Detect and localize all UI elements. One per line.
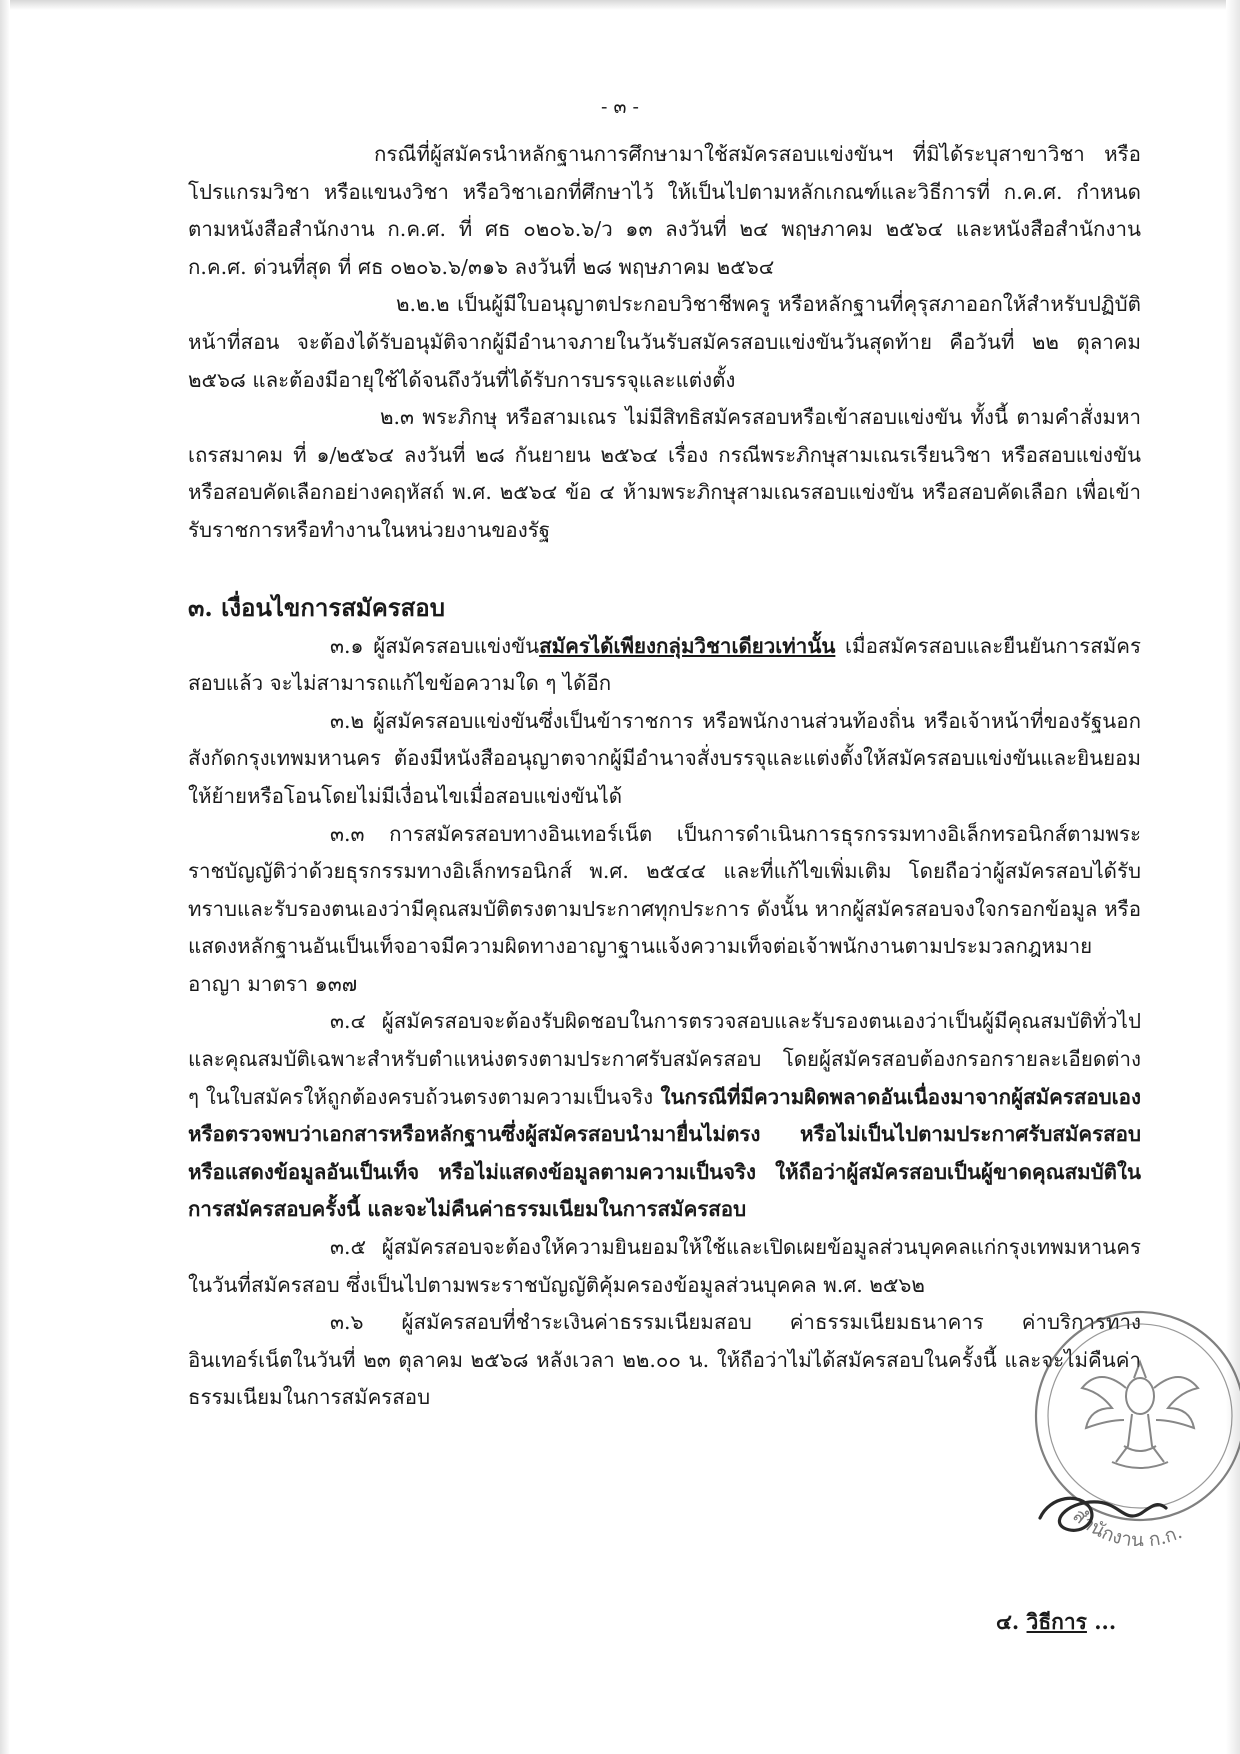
paragraph-3-1-emphasis: สมัครได้เพียงกลุ่มวิชาเดียวเท่านั้น	[539, 633, 836, 658]
paragraph-3-5: ๓.๕ ผู้สมัครสอบจะต้องให้ความยินยอมให้ใช้และเปิดเผยข้อมูลส่วนบุคคลแก่กรุงเทพมหานครในวันที่สมัครสอบ ซึ่งเป็นไปตามพระราชบัญญัติคุ้มครองข้อมูลส่วนบุคคล พ.ศ. ๒๕๖๒	[188, 1235, 1141, 1297]
seal-arc-text: สำนักงาน ก.ก.	[1068, 1504, 1186, 1546]
scan-edge-top	[0, 0, 1240, 10]
continuation-number: ๔.	[996, 1609, 1020, 1634]
continuation-ellipsis: ...	[1086, 1609, 1117, 1634]
paragraph-3-6: ๓.๖ ผู้สมัครสอบที่ชำระเงินค่าธรรมเนียมสอบ ค่าธรรมเนียมธนาคาร ค่าบริการทางอินเทอร์เน็ตในวันที่ ๒๓ ตุลาคม ๒๕๖๘ หลังเวลา ๒๒.๐๐ น. ให้ถือว่าไม่ได้สมัครสอบในครั้งนี้ และจะไม่คืนค่าธรรมเนียมในการสมัครสอบ	[188, 1310, 1141, 1410]
document-body	[188, 136, 1141, 1417]
seal-inner-ring	[1048, 1324, 1232, 1508]
paragraph-3-1-rest: เมื่อสมัครสอบและยืนยันการสมัครสอบแล้ว จะไม่สามารถแก้ไขข้อความใด ๆ ได้อีก	[188, 633, 1141, 696]
paragraph-2-2-2-teacher-license: ๒.๒.๒ เป็นผู้มีใบอนุญาตประกอบวิชาชีพครู หรือหลักฐานที่คุรุสภาออกให้สำหรับปฏิบัติหน้าที่สอน จะต้องได้รับอนุมัติจากผู้มีอำนาจภายในวันรับสมัครสอบแข่งขันวันสุดท้าย คือวันที่ ๒๒ ตุลาคม ๒๕๖๘ และต้องมีอายุใช้ได้จนถึงวันที่ได้รับการบรรจุและแต่งตั้ง	[188, 292, 1141, 392]
paragraph-3-1-lead: ๓.๑ ผู้สมัครสอบแข่งขัน	[330, 633, 540, 658]
paragraph-education-evidence: กรณีที่ผู้สมัครนำหลักฐานการศึกษามาใช้สมัครสอบแข่งขันฯ ที่มิได้ระบุสาขาวิชา หรือโปรแกรมวิชา หรือแขนงวิชา หรือวิชาเอกที่ศึกษาไว้ ให้เป็นไปตามหลักเกณฑ์และวิธีการที่ ก.ค.ศ. กำหนดตามหนังสือสำนักงาน ก.ค.ศ. ที่ ศธ ๐๒๐๖.๖/ว ๑๓ ลงวันที่ ๒๔ พฤษภาคม ๒๕๖๔ และหนังสือสำนักงาน ก.ค.ศ. ด่วนที่สุด ที่ ศธ ๐๒๐๖.๖/๓๑๖ ลงวันที่ ๒๘ พฤษภาคม ๒๕๖๔	[188, 142, 1141, 279]
seal-outer-ring	[1036, 1312, 1240, 1520]
paragraph-3-2: ๓.๒ ผู้สมัครสอบแข่งขันซึ่งเป็นข้าราชการ หรือพนักงานส่วนท้องถิ่น หรือเจ้าหน้าที่ของรัฐนอกสังกัดกรุงเทพมหานคร ต้องมีหนังสืออนุญาตจากผู้มีอำนาจสั่งบรรจุและแต่งตั้งให้สมัครสอบแข่งขันและยินยอมให้ย้ายหรือโอนโดยไม่มีเงื่อนไขเมื่อสอบแข่งขันได้	[188, 708, 1141, 808]
scan-edge-left	[0, 0, 10, 1754]
continuation-marker	[996, 1606, 1116, 1639]
paragraph-2-3-monks: ๒.๓ พระภิกษุ หรือสามเณร ไม่มีสิทธิสมัครสอบหรือเข้าสอบแข่งขัน ทั้งนี้ ตามคำสั่งมหาเถรสมาคม ที่ ๑/๒๕๖๔ ลงวันที่ ๒๘ กันยายน ๒๕๖๔ เรื่อง กรณีพระภิกษุสามเณรเรียนวิชา หรือสอบแข่งขันหรือสอบคัดเลือกอย่างคฤหัสถ์ พ.ศ. ๒๕๖๔ ข้อ ๔ ห้ามพระภิกษุสามเณรสอบแข่งขัน หรือสอบคัดเลือก เพื่อเข้ารับราชการหรือทำงานในหน่วยงานของรัฐ	[188, 405, 1141, 542]
paragraph-3-4	[188, 1003, 1141, 1229]
paragraph-3-4-bold: ในกรณีที่มีความผิดพลาดอันเนื่องมาจากผู้สมัครสอบเองหรือตรวจพบว่าเอกสารหรือหลักฐานซึ่งผู้สมัครสอบนำมายื่นไม่ตรง หรือไม่เป็นไปตามประกาศรับสมัครสอบหรือแสดงข้อมูลอันเป็นเท็จ หรือไม่แสดงข้อมูลตามความเป็นจริง ให้ถือว่าผู้สมัครสอบเป็นผู้ขาดคุณสมบัติในการสมัครสอบครั้งนี้ และจะไม่คืนค่าธรรมเนียมในการสมัครสอบ	[188, 1084, 1141, 1222]
section-3-heading: ๓. เงื่อนไขการสมัครสอบ	[188, 592, 445, 622]
paragraph-3-4-normal: ๓.๔ ผู้สมัครสอบจะต้องรับผิดชอบในการตรวจสอบและรับรองตนเองว่าเป็นผู้มีคุณสมบัติทั่วไปและคุณสมบัติเฉพาะสำหรับตำแหน่งตรงตามประกาศรับสมัครสอบ โดยผู้สมัครสอบต้องกรอกรายละเอียดต่าง ๆ ในใบสมัครให้ถูกต้องครบถ้วนตรงตามความเป็นจริง	[188, 1009, 1141, 1109]
continuation-label: วิธีการ	[1026, 1609, 1087, 1634]
paragraph-3-3: ๓.๓ การสมัครสอบทางอินเทอร์เน็ต เป็นการดำเนินการธุรกรรมทางอิเล็กทรอนิกส์ตามพระราชบัญญัติว่าด้วยธุรกรรมทางอิเล็กทรอนิกส์ พ.ศ. ๒๕๔๔ และที่แก้ไขเพิ่มเติม โดยถือว่าผู้สมัครสอบได้รับทราบและรับรองตนเองว่ามีคุณสมบัติตรงตามประกาศทุกประการ ดังนั้น หากผู้สมัครสอบจงใจกรอกข้อมูล หรือแสดงหลักฐานอันเป็นเท็จอาจมีความผิดทางอาญาฐานแจ้งความเท็จต่อเจ้าพนักงานตามประมวลกฎหมายอาญา มาตรา ๑๓๗	[188, 821, 1141, 996]
paragraph-3-1	[188, 628, 1141, 703]
page-number: - ๓ -	[601, 96, 639, 118]
garuda-emblem-icon	[1082, 1362, 1198, 1468]
official-seal-stamp	[1020, 1296, 1240, 1546]
